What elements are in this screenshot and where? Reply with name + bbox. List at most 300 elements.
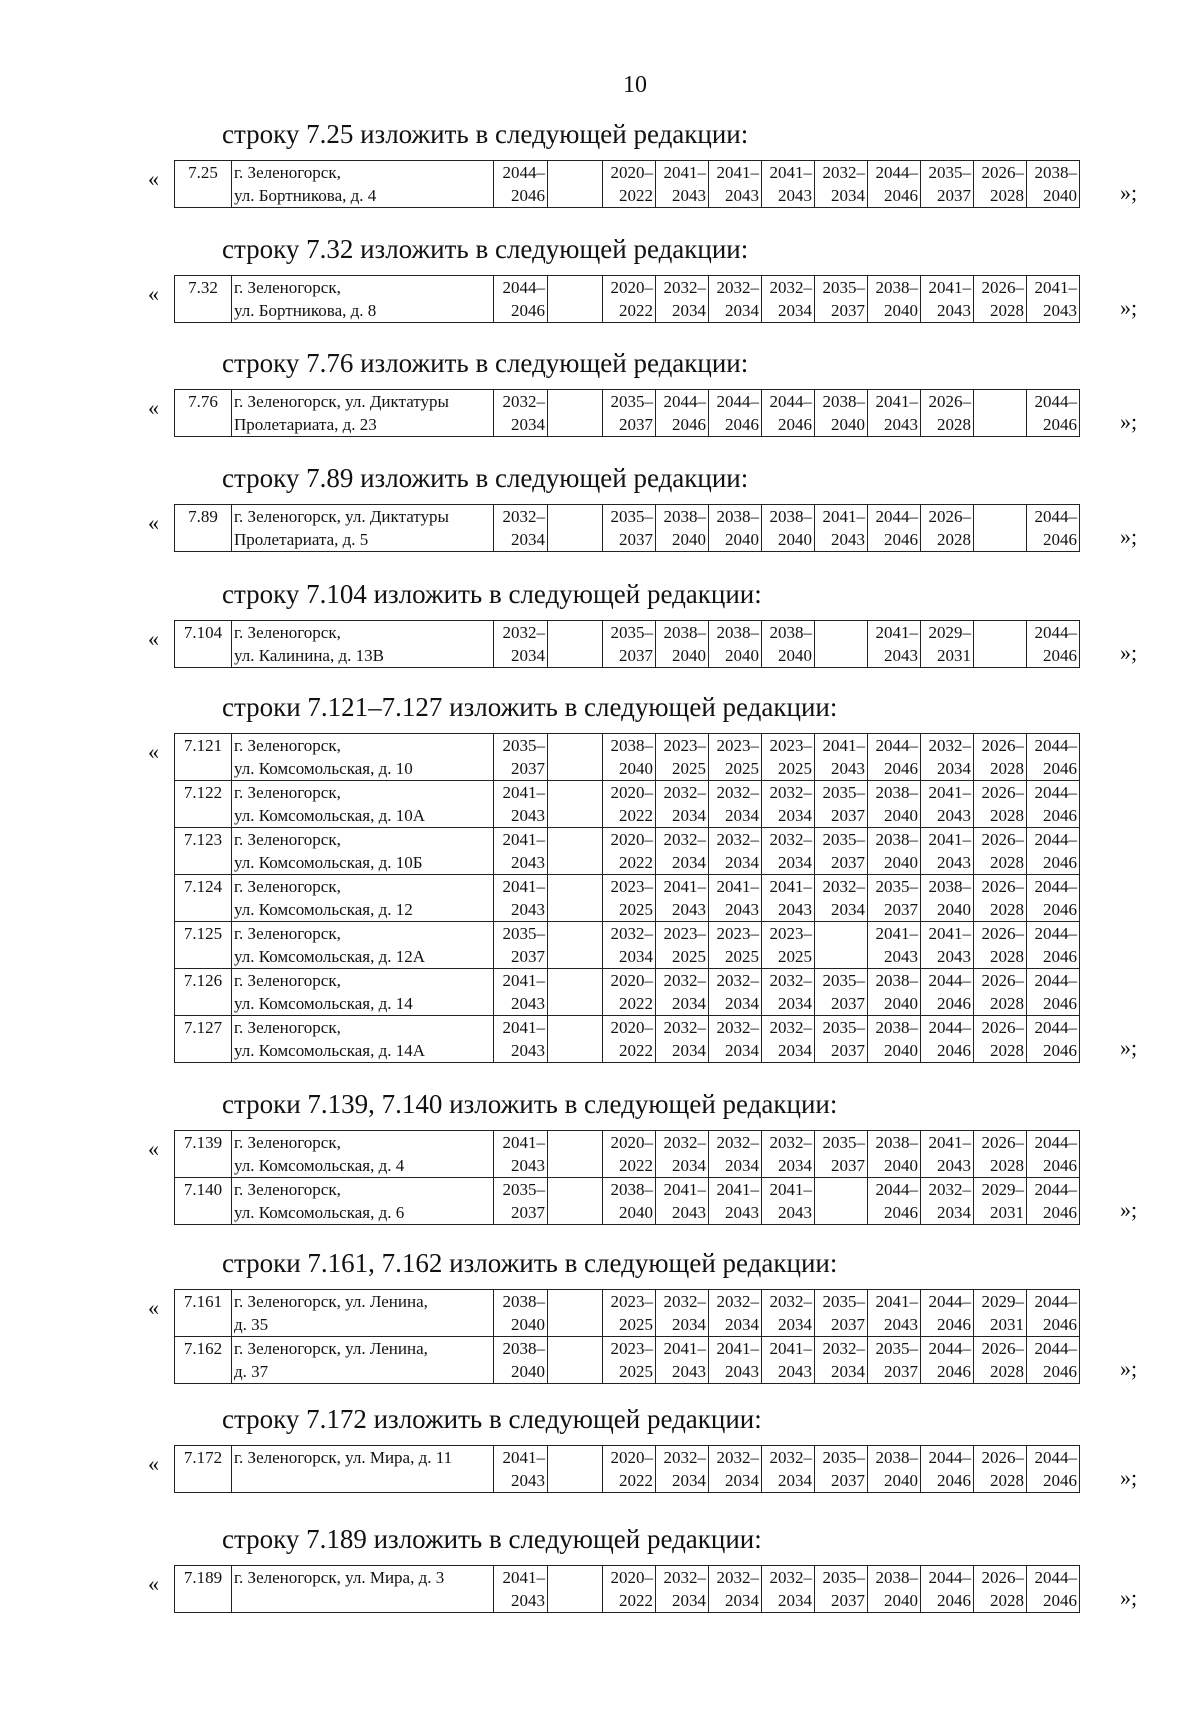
period-end: 2043 [778, 186, 812, 205]
period-end: 2046 [937, 1362, 971, 1381]
period-cell [548, 161, 603, 208]
period-end: 2034 [778, 301, 812, 320]
period-cell [656, 505, 709, 552]
period-start: 2032– [716, 1133, 759, 1152]
period-end: 2043 [884, 415, 918, 434]
period-cell [868, 621, 921, 668]
table-row [175, 1178, 1080, 1225]
period-end: 2043 [937, 853, 971, 872]
period-start: 2038– [822, 392, 865, 411]
period-cell [656, 1131, 709, 1178]
period-start: 2041– [769, 1339, 812, 1358]
period-start: 2035– [610, 392, 653, 411]
period-cell [868, 390, 921, 437]
period-end [550, 945, 600, 968]
period-end: 2046 [937, 1315, 971, 1334]
period-start: 2032– [502, 507, 545, 526]
period-start: 2041– [875, 623, 918, 642]
period-cell [762, 621, 815, 668]
period-cell [1027, 922, 1080, 969]
quote-open: « [148, 1451, 159, 1476]
period-cell [921, 1131, 974, 1178]
address-line-2: ул. Комсомольская, д. 10 [234, 759, 413, 778]
address-cell [232, 969, 494, 1016]
period-start: 2032– [663, 1133, 706, 1152]
row-number: 7.139 [175, 1131, 232, 1178]
period-cell [868, 1178, 921, 1225]
period-cell [494, 1290, 548, 1337]
period-start: 2020– [610, 783, 653, 802]
row-number: 7.89 [175, 505, 232, 552]
period-end: 2022 [619, 1156, 653, 1175]
period-end: 2043 [511, 900, 545, 919]
row-number: 7.32 [175, 276, 232, 323]
period-end: 2025 [619, 1362, 653, 1381]
period-end: 2037 [831, 1591, 865, 1610]
period-end: 2034 [778, 994, 812, 1013]
period-cell [868, 734, 921, 781]
period-cell [974, 922, 1027, 969]
period-start: 2038– [716, 507, 759, 526]
period-start: 2032– [716, 971, 759, 990]
period-end: 2043 [725, 1362, 759, 1381]
period-start: 2044– [663, 392, 706, 411]
period-start: 2026– [981, 1018, 1024, 1037]
period-start: 2041– [928, 278, 971, 297]
period-start: 2026– [981, 1133, 1024, 1152]
period-start: 2032– [769, 1448, 812, 1467]
period-end: 2037 [831, 1041, 865, 1060]
period-cell [868, 1131, 921, 1178]
period-end: 2022 [619, 994, 653, 1013]
period-start: 2020– [610, 278, 653, 297]
address-line-2: ул. Бортникова, д. 4 [234, 186, 377, 205]
amendment-section [140, 691, 1140, 1063]
period-end [976, 413, 1024, 436]
period-start: 2038– [875, 830, 918, 849]
period-start: 2023– [610, 1339, 653, 1358]
address-cell [232, 1337, 494, 1384]
period-end: 2046 [884, 759, 918, 778]
period-cell [709, 390, 762, 437]
period-end: 2034 [831, 900, 865, 919]
period-end: 2043 [725, 186, 759, 205]
period-start: 2032– [716, 783, 759, 802]
period-start: 2044– [1034, 507, 1077, 526]
period-end: 2028 [990, 1156, 1024, 1175]
period-cell [815, 875, 868, 922]
period-end: 2028 [990, 301, 1024, 320]
period-start: 2032– [663, 1568, 706, 1587]
period-start: 2041– [769, 1180, 812, 1199]
period-start: 2032– [822, 1339, 865, 1358]
period-end: 2040 [778, 530, 812, 549]
period-end [550, 757, 600, 780]
quote-open: « [148, 626, 159, 651]
period-end: 2037 [831, 853, 865, 872]
period-end: 2046 [884, 186, 918, 205]
period-cell [974, 734, 1027, 781]
period-start: 2038– [875, 1568, 918, 1587]
period-cell [656, 922, 709, 969]
period-end: 2043 [937, 806, 971, 825]
period-start: 2035– [822, 1448, 865, 1467]
amendment-heading: строку 7.25 изложить в следующей редакции: [222, 119, 749, 149]
period-end: 2037 [511, 759, 545, 778]
period-end [550, 1154, 600, 1177]
period-end: 2034 [725, 301, 759, 320]
period-cell [868, 1446, 921, 1493]
period-cell [494, 828, 548, 875]
address-line-2: Пролетариата, д. 5 [234, 530, 369, 549]
period-cell [1027, 390, 1080, 437]
period-start: 2032– [716, 278, 759, 297]
period-cell [603, 922, 656, 969]
period-end: 2046 [1043, 415, 1077, 434]
period-cell [815, 828, 868, 875]
period-cell [548, 828, 603, 875]
period-start: 2035– [502, 924, 545, 943]
period-end: 2028 [990, 186, 1024, 205]
table-row [175, 1566, 1080, 1613]
address-cell [232, 390, 494, 437]
period-start: 2035– [822, 1133, 865, 1152]
period-cell [921, 734, 974, 781]
period-start [550, 781, 600, 804]
period-end [550, 413, 600, 436]
period-end: 2025 [778, 947, 812, 966]
period-start [817, 922, 865, 945]
period-end: 2037 [884, 900, 918, 919]
address-line-1: г. Зеленогорск, [234, 924, 341, 943]
address-line-2: ул. Калинина, д. 13В [234, 646, 384, 665]
period-start [550, 276, 600, 299]
quote-close: »; [1120, 409, 1138, 434]
period-cell [709, 505, 762, 552]
period-end: 2031 [990, 1315, 1024, 1334]
period-start: 2038– [716, 623, 759, 642]
period-start: 2026– [981, 971, 1024, 990]
period-start: 2041– [502, 1133, 545, 1152]
quote-open: « [148, 1136, 159, 1161]
period-cell [868, 828, 921, 875]
period-start: 2035– [822, 1292, 865, 1311]
row-number: 7.162 [175, 1337, 232, 1384]
period-start: 2032– [663, 830, 706, 849]
period-end: 2034 [672, 1591, 706, 1610]
amendment-table [174, 275, 1080, 323]
quote-close: »; [1120, 180, 1138, 205]
period-cell [815, 1290, 868, 1337]
period-start: 2044– [1034, 1180, 1077, 1199]
period-cell [603, 828, 656, 875]
period-cell [494, 1131, 548, 1178]
table-row [175, 781, 1080, 828]
period-cell [494, 1178, 548, 1225]
period-start [550, 875, 600, 898]
period-cell [656, 875, 709, 922]
address-cell [232, 505, 494, 552]
period-cell [1027, 505, 1080, 552]
period-start [976, 390, 1024, 413]
period-end: 2025 [619, 900, 653, 919]
address-line-2: ул. Комсомольская, д. 12 [234, 900, 413, 919]
amendment-section [140, 1088, 1140, 1225]
period-start: 2026– [981, 1448, 1024, 1467]
period-start: 2038– [502, 1292, 545, 1311]
period-end: 2040 [884, 853, 918, 872]
period-end [817, 945, 865, 968]
period-start: 2032– [769, 830, 812, 849]
period-cell [974, 1178, 1027, 1225]
period-cell [709, 734, 762, 781]
period-cell [974, 969, 1027, 1016]
period-end: 2034 [672, 1156, 706, 1175]
quote-close: »; [1120, 1035, 1138, 1060]
period-start: 2023– [610, 877, 653, 896]
period-start: 2032– [769, 1133, 812, 1152]
period-end: 2025 [778, 759, 812, 778]
period-end: 2028 [937, 530, 971, 549]
period-start [550, 969, 600, 992]
period-start: 2038– [610, 1180, 653, 1199]
address-cell [232, 161, 494, 208]
period-start [550, 1446, 600, 1469]
period-cell [548, 1131, 603, 1178]
address-line-2: ул. Комсомольская, д. 6 [234, 1203, 405, 1222]
period-start: 2041– [502, 971, 545, 990]
period-end: 2046 [1043, 1591, 1077, 1610]
amendment-heading: строку 7.172 изложить в следующей редакции: [222, 1404, 762, 1434]
period-end: 2034 [831, 186, 865, 205]
period-start: 2041– [502, 1568, 545, 1587]
period-cell [709, 1131, 762, 1178]
period-start: 2035– [822, 1568, 865, 1587]
period-end [550, 1039, 600, 1062]
period-start: 2038– [875, 783, 918, 802]
period-end: 2034 [778, 1315, 812, 1334]
period-end: 2034 [672, 1041, 706, 1060]
period-cell [656, 734, 709, 781]
row-number: 7.189 [175, 1566, 232, 1613]
period-end: 2046 [778, 415, 812, 434]
period-end: 2034 [778, 806, 812, 825]
amendment-table [174, 504, 1080, 552]
period-start: 2020– [610, 830, 653, 849]
period-start [817, 621, 865, 644]
table-row [175, 1131, 1080, 1178]
period-start [550, 1016, 600, 1039]
row-number: 7.124 [175, 875, 232, 922]
period-end: 2037 [831, 1156, 865, 1175]
period-cell [494, 1337, 548, 1384]
amendment-table [174, 620, 1080, 668]
period-cell [762, 1337, 815, 1384]
period-end: 2046 [1043, 853, 1077, 872]
period-end: 2034 [725, 1591, 759, 1610]
row-number: 7.76 [175, 390, 232, 437]
period-start: 2041– [502, 783, 545, 802]
period-cell [921, 1178, 974, 1225]
period-end: 2046 [1043, 1203, 1077, 1222]
period-start [550, 1131, 600, 1154]
period-start: 2035– [822, 783, 865, 802]
period-cell [603, 1290, 656, 1337]
period-start: 2044– [928, 1339, 971, 1358]
period-cell [762, 828, 815, 875]
period-end: 2046 [1043, 806, 1077, 825]
quote-open: « [148, 739, 159, 764]
period-end: 2025 [672, 947, 706, 966]
period-start: 2026– [928, 392, 971, 411]
period-start: 2044– [1034, 1339, 1077, 1358]
period-cell [1027, 828, 1080, 875]
period-end: 2037 [619, 530, 653, 549]
period-cell [921, 875, 974, 922]
period-start: 2035– [928, 163, 971, 182]
period-end: 2028 [990, 806, 1024, 825]
period-cell [603, 1178, 656, 1225]
amendment-section [140, 1523, 1140, 1613]
period-end: 2031 [937, 646, 971, 665]
period-cell [868, 505, 921, 552]
quote-close: »; [1120, 524, 1138, 549]
address-line-1: г. Зеленогорск, ул. Мира, д. 11 [234, 1448, 453, 1467]
amendment-heading: строку 7.104 изложить в следующей редакции: [222, 579, 762, 609]
period-start [550, 828, 600, 851]
period-end: 2034 [725, 994, 759, 1013]
period-end: 2046 [1043, 947, 1077, 966]
period-end [817, 644, 865, 667]
period-cell [548, 922, 603, 969]
period-end [550, 851, 600, 874]
row-number: 7.172 [175, 1446, 232, 1493]
period-start: 2038– [875, 1448, 918, 1467]
period-start [550, 734, 600, 757]
period-end: 2040 [1043, 186, 1077, 205]
period-end: 2040 [672, 530, 706, 549]
period-start: 2044– [875, 507, 918, 526]
period-end [550, 1469, 600, 1492]
period-cell [709, 1337, 762, 1384]
address-line-2: ул. Комсомольская, д. 14 [234, 994, 413, 1013]
period-start: 2023– [663, 736, 706, 755]
period-cell [1027, 875, 1080, 922]
period-start: 2032– [769, 278, 812, 297]
period-end: 2043 [672, 1203, 706, 1222]
period-cell [762, 161, 815, 208]
period-cell [494, 505, 548, 552]
period-end: 2031 [990, 1203, 1024, 1222]
period-end: 2034 [511, 530, 545, 549]
period-cell [921, 621, 974, 668]
period-end: 2028 [990, 994, 1024, 1013]
period-start [817, 1178, 865, 1201]
period-end [550, 299, 600, 322]
address-cell [232, 734, 494, 781]
amendment-table-wrap [140, 620, 1140, 668]
period-start: 2035– [822, 971, 865, 990]
period-start: 2044– [769, 392, 812, 411]
period-cell [548, 1446, 603, 1493]
period-cell [974, 621, 1027, 668]
period-cell [762, 390, 815, 437]
period-start [550, 1337, 600, 1360]
period-end [817, 1201, 865, 1224]
period-cell [921, 1566, 974, 1613]
row-number: 7.122 [175, 781, 232, 828]
period-end: 2043 [778, 900, 812, 919]
period-end [550, 898, 600, 921]
period-cell [762, 734, 815, 781]
period-cell [656, 1178, 709, 1225]
period-cell [974, 828, 1027, 875]
period-end [976, 528, 1024, 551]
period-cell [656, 276, 709, 323]
period-end: 2040 [619, 1203, 653, 1222]
period-start: 2032– [716, 1018, 759, 1037]
period-start: 2032– [928, 1180, 971, 1199]
period-start: 2035– [875, 1339, 918, 1358]
period-start: 2029– [928, 623, 971, 642]
period-start: 2032– [663, 278, 706, 297]
period-cell [868, 1337, 921, 1384]
period-start: 2044– [1034, 1448, 1077, 1467]
period-cell [548, 505, 603, 552]
period-start: 2038– [769, 623, 812, 642]
period-end: 2037 [884, 1362, 918, 1381]
period-start: 2044– [1034, 1568, 1077, 1587]
period-cell [921, 505, 974, 552]
period-cell [603, 161, 656, 208]
period-start: 2026– [981, 736, 1024, 755]
period-cell [548, 1566, 603, 1613]
period-end: 2034 [672, 853, 706, 872]
amendment-heading: строку 7.76 изложить в следующей редакции: [222, 348, 749, 378]
period-start [550, 1566, 600, 1589]
period-cell [921, 969, 974, 1016]
period-cell [974, 161, 1027, 208]
amendment-table-wrap [140, 1445, 1140, 1493]
address-line-1: г. Зеленогорск, ул. Диктатуры [234, 392, 449, 411]
period-end [550, 804, 600, 827]
period-start: 2044– [1034, 830, 1077, 849]
period-start: 2026– [981, 1339, 1024, 1358]
address-line-2: ул. Комсомольская, д. 4 [234, 1156, 405, 1175]
period-end: 2025 [619, 1315, 653, 1334]
period-cell [868, 781, 921, 828]
period-start: 2044– [928, 1018, 971, 1037]
period-end: 2022 [619, 1591, 653, 1610]
period-cell [974, 1446, 1027, 1493]
period-cell [974, 1337, 1027, 1384]
period-start: 2041– [663, 163, 706, 182]
period-end: 2028 [990, 900, 1024, 919]
row-number: 7.161 [175, 1290, 232, 1337]
period-cell [921, 828, 974, 875]
period-end: 2040 [884, 1156, 918, 1175]
period-cell [494, 1016, 548, 1063]
period-start: 2044– [1034, 971, 1077, 990]
period-end: 2028 [990, 1591, 1024, 1610]
amendment-table-wrap [140, 160, 1140, 208]
period-cell [656, 390, 709, 437]
period-cell [494, 922, 548, 969]
period-start: 2032– [663, 1018, 706, 1037]
period-start: 2041– [502, 877, 545, 896]
period-end: 2034 [672, 994, 706, 1013]
period-cell [815, 505, 868, 552]
